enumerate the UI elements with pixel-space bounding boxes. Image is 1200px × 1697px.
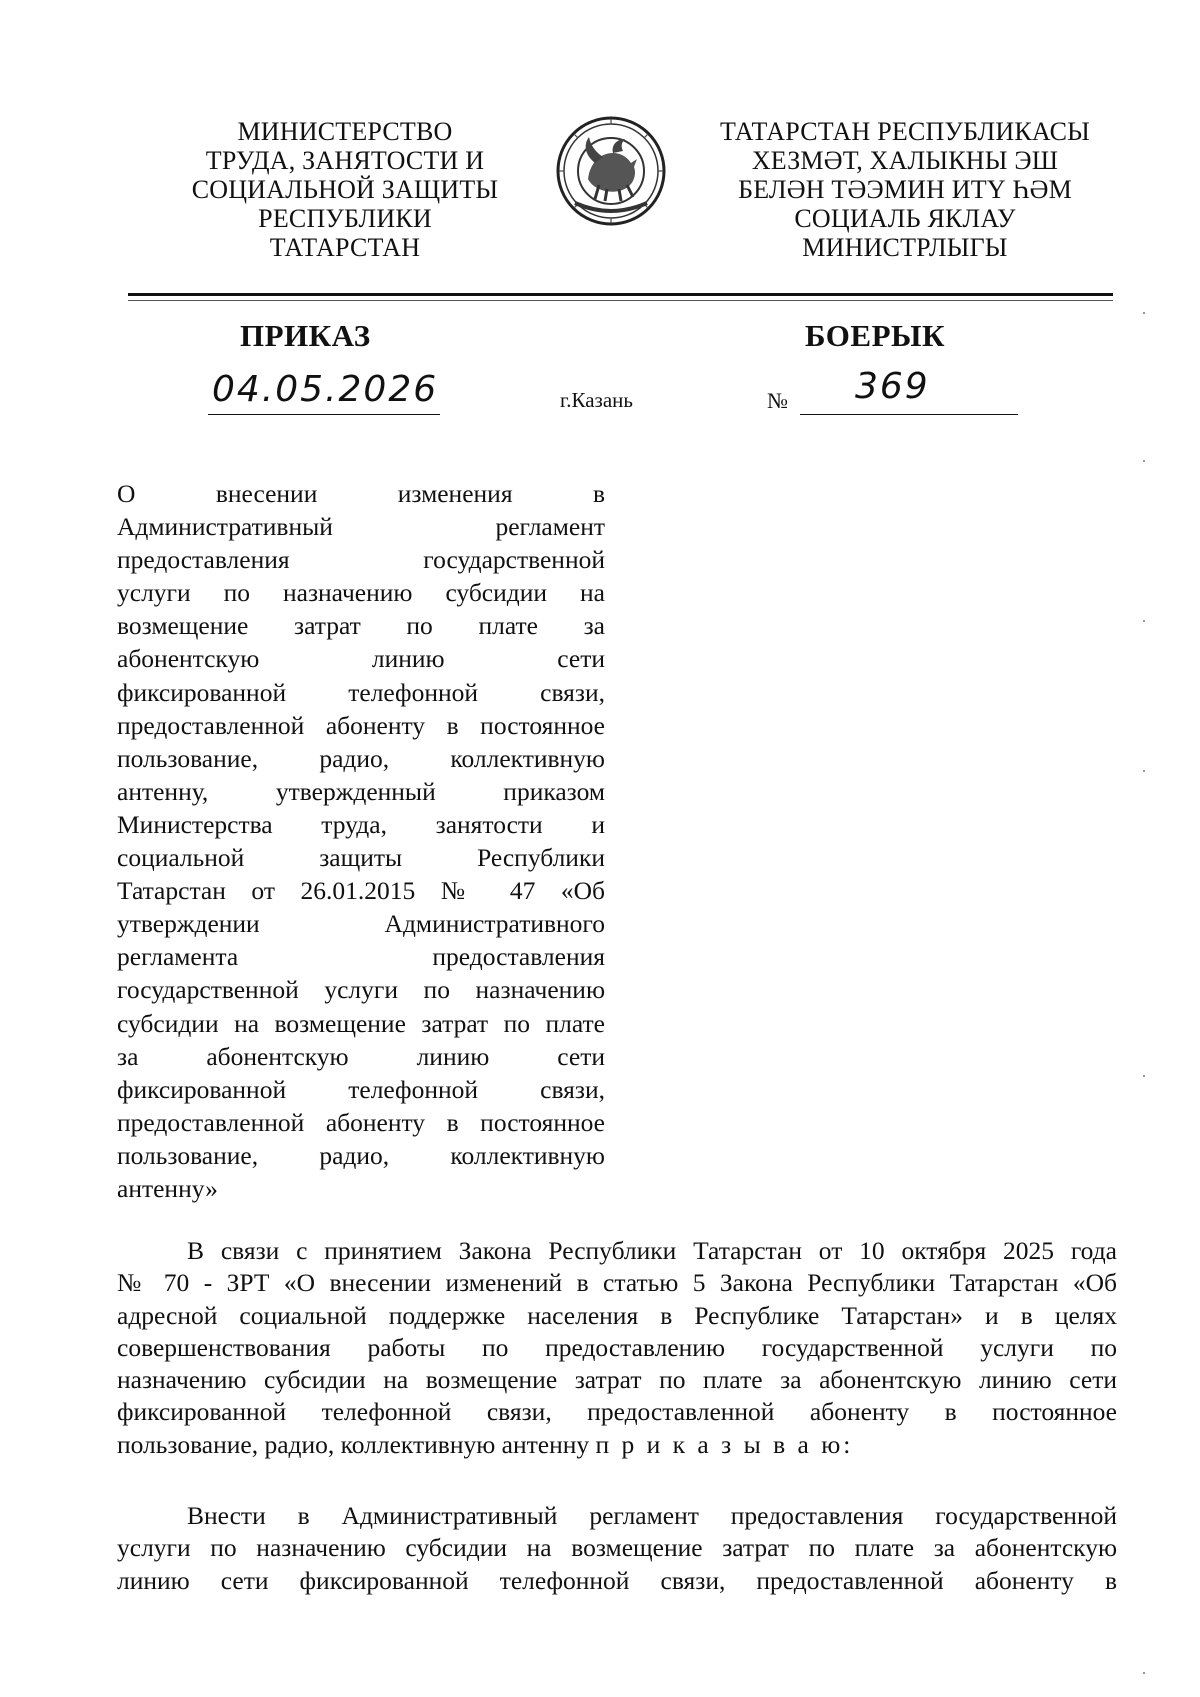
subject-line: О внесении изменения в <box>117 479 605 508</box>
subject-line: предоставленной абоненту в постоянное <box>117 1107 605 1137</box>
number-sign: № <box>767 388 788 413</box>
paragraph-line: линию сети фиксированной телефонной связи, предоставленной абоненту в <box>117 1565 1117 1595</box>
scan-speck <box>1143 1672 1145 1674</box>
paragraph-line: совершенствования работы по предоставлению государственной услуги по <box>117 1332 1117 1362</box>
order-title-ru: ПРИКАЗ <box>240 318 371 353</box>
subject-line: антенну» <box>117 1173 218 1203</box>
header-divider-thin <box>128 300 1113 301</box>
date-underline <box>208 414 440 415</box>
paragraph-line: фиксированной телефонной связи, предоставленной абоненту в постоянное <box>117 1397 1117 1427</box>
subject-line: Министерства труда, занятости и <box>117 809 605 839</box>
ministry-name-tt-line: СОЦИАЛЬ ЯКЛАУ <box>794 204 1016 233</box>
order-number-handwritten: 369 <box>855 366 930 407</box>
header-divider <box>128 293 1113 296</box>
subject-line: предоставления государственной <box>117 545 605 575</box>
subject-line: абонентскую линию сети <box>117 644 605 674</box>
ministry-name-ru-line: СОЦИАЛЬНОЙ ЗАЩИТЫ <box>191 175 499 204</box>
paragraph-line: адресной социальной поддержке населения в Республике Татарстан» и в целях <box>117 1300 1117 1330</box>
ministry-name-ru-line: ТАТАРСТАН <box>269 233 421 262</box>
subject-line: предоставленной абоненту в постоянное <box>117 710 605 740</box>
body-paragraph-operative <box>117 1500 1117 1597</box>
ministry-name-ru <box>160 117 530 262</box>
ministry-name-tt <box>695 117 1115 262</box>
subject-line: фиксированной телефонной связи, <box>117 1074 605 1104</box>
subject-line: фиксированной телефонной связи, <box>117 677 605 707</box>
ministry-name-ru-line: РЕСПУБЛИКИ <box>258 204 432 233</box>
ministry-name-tt-line: МИНИСТРЛЫГЫ <box>802 233 1008 262</box>
scan-speck <box>1143 620 1145 622</box>
paragraph-line-text: пользование, радио, коллективную антенну <box>117 1429 590 1459</box>
subject-line: антенну, утвержденный приказом <box>117 776 605 806</box>
order-subject <box>117 477 605 1205</box>
subject-line: услуги по назначению субсидии на <box>117 578 605 608</box>
coat-of-arms-emblem-icon <box>555 115 667 227</box>
paragraph-line: назначению субсидии на возмещение затрат по плате за абонентскую линию сети <box>117 1365 1117 1395</box>
paragraph-line: Внести в Административный регламент предоставления государственной <box>187 1501 1117 1530</box>
subject-line: пользование, радио, коллективную <box>117 743 605 773</box>
scan-speck <box>1143 1075 1145 1077</box>
subject-line: Административный регламент <box>117 512 605 542</box>
paragraph-line: № 70 - ЗРТ «О внесении изменений в статью 5 Закона Республики Татарстан «Об <box>117 1268 1117 1298</box>
order-verb: п р и к а з ы в а ю: <box>595 1429 854 1459</box>
order-city: г.Казань <box>560 388 633 412</box>
scan-speck <box>1143 770 1145 772</box>
order-date-handwritten: 04.05.2026 <box>212 369 439 410</box>
subject-line: государственной услуги по назначению <box>117 975 605 1005</box>
order-title-tt: БОЕРЫК <box>805 318 945 353</box>
ministry-name-tt-line: ТАТАРСТАН РЕСПУБЛИКАСЫ <box>720 117 1090 146</box>
subject-line: субсидии на возмещение затрат по плате <box>117 1008 605 1038</box>
subject-line: социальной защиты Республики <box>117 843 605 873</box>
ministry-name-tt-line: БЕЛӘН ТӘЭМИН ИТҮ ҺӘМ <box>738 175 1072 204</box>
ministry-name-ru-line: МИНИСТЕРСТВО <box>237 117 453 146</box>
number-underline <box>800 414 1018 415</box>
subject-line: Татарстан от 26.01.2015 № 47 «Об <box>117 876 605 906</box>
body-paragraph-preamble <box>117 1235 1117 1461</box>
subject-line: пользование, радио, коллективную <box>117 1140 605 1170</box>
subject-line: утверждении Административного <box>117 909 605 939</box>
scan-speck <box>1143 312 1145 314</box>
paragraph-line: услуги по назначению субсидии на возмещение затрат по плате за абонентскую <box>117 1533 1117 1563</box>
ministry-name-tt-line: ХЕЗМӘТ, ХАЛЫКНЫ ЭШ <box>751 146 1059 175</box>
paragraph-line: В связи с принятием Закона Республики Татарстан от 10 октября 2025 года <box>187 1236 1117 1265</box>
subject-line: возмещение затрат по плате за <box>117 611 605 641</box>
ministry-name-ru-line: ТРУДА, ЗАНЯТОСТИ И <box>205 146 485 175</box>
scan-speck <box>1143 460 1145 462</box>
subject-line: регламента предоставления <box>117 942 605 972</box>
paragraph-line <box>117 1429 1117 1461</box>
subject-line: за абонентскую линию сети <box>117 1041 605 1071</box>
